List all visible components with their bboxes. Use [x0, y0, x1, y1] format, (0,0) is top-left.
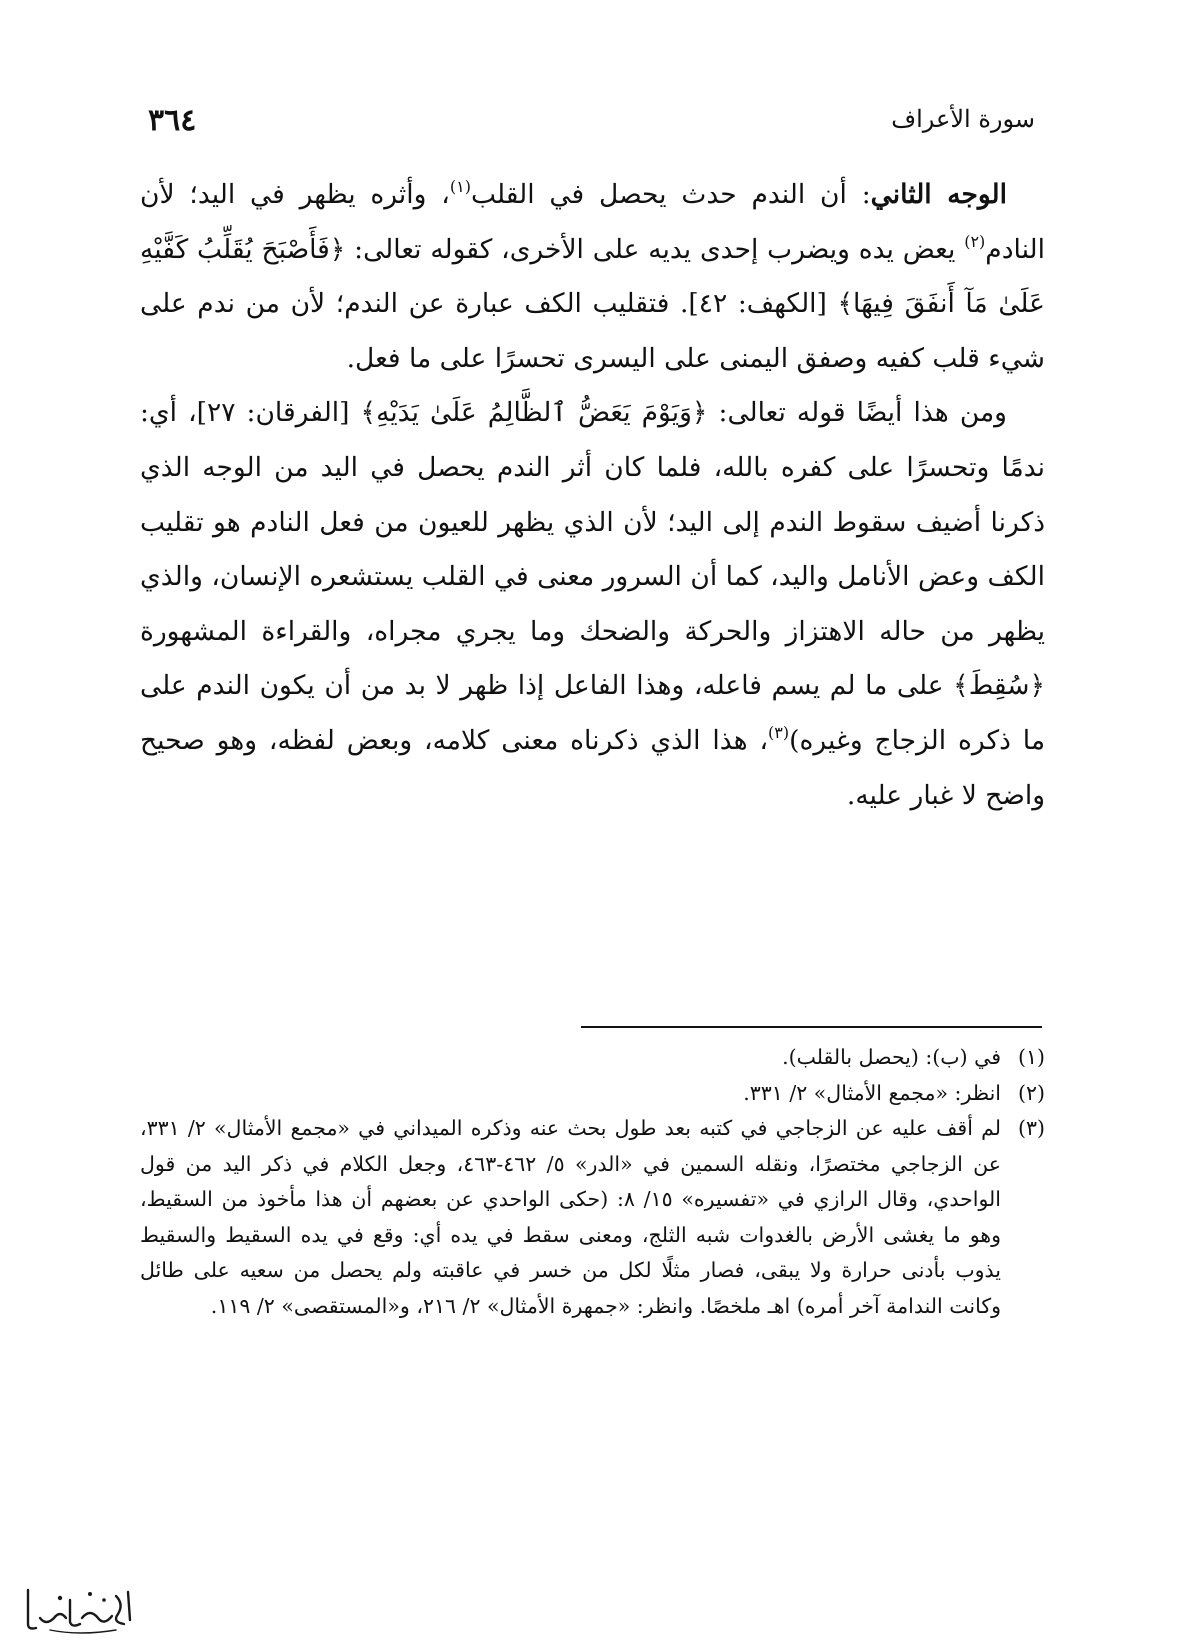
footnote-text: في (ب): (يحصل بالقلب).	[782, 1045, 1001, 1069]
footnote-1	[140, 1040, 1045, 1076]
footnote-2	[140, 1076, 1045, 1112]
footnote-divider	[581, 1026, 1042, 1028]
paragraph-text: ، هذا الذي ذكرناه معنى كلامه، وبعض لفظه، وهو صحيح واضح لا غبار عليه.	[140, 724, 1045, 811]
paragraph-lead: الوجه الثاني	[870, 179, 1007, 210]
footnote-ref-1[interactable]: (١)	[449, 177, 471, 196]
footnote-number: (١)	[1017, 1045, 1045, 1069]
paragraph-text: : أن الندم حدث يحصل في القلب	[470, 179, 871, 210]
paragraph-text: ، وأثره يظهر في اليد؛ لأن النادم	[140, 179, 1045, 265]
page-number: ٣٦٤	[148, 103, 197, 138]
footnote-ref-3[interactable]: (٣)	[768, 722, 790, 742]
footnote-3	[140, 1111, 1045, 1324]
running-title: سورة الأعراف	[891, 105, 1035, 133]
paragraph-text: ومن هذا أيضًا قوله تعالى: ﴿وَيَوْمَ يَعَضُّ ٱلظَّالِمُ عَلَىٰ يَدَيْهِ﴾ [الفرقان: ٢٧]، أي: ندمًا وتحسرًا على كفره بالله، فلما كان أثر الندم يحصل في اليد من الوجه الذي ذكرنا أضيف سقوط الندم إلى اليد؛ لأن الذي يظهر للعيون من فعل النادم هو تقليب الكف وعض الأنامل واليد، كما أن السرور معنى في القلب يستشعره الإنسان، والذي يظهر من حاله الاهتزاز والحركة والضحك وما يجري مجراه، والقراءة المشهورة ﴿سُقِطَ﴾ على ما لم يسم فاعله، وهذا الفاعل إذا ظهر لا بد من أن يكون الندم على ما ذكره الزجاج وغيره)	[140, 397, 1046, 756]
calligraphy-logo-icon	[20, 1578, 140, 1636]
page-header	[148, 103, 1035, 143]
footnote-number: (٢)	[1017, 1080, 1045, 1105]
footnote-number: (٣)	[1017, 1116, 1045, 1140]
paragraph-2	[140, 386, 1045, 823]
footnote-text: لم أقف عليه عن الزجاجي في كتبه بعد طول بحث عنه وذكره الميداني في «مجمع الأمثال» ٢/ ٣٣١، عن الزجاجي مختصرًا، ونقله السمين في «الدر» ٥/ ٤٦٢-٤٦٣، وجعل الكلام في ذكر اليد من قول الواحدي، وقال الرازي في «تفسيره» ١٥/ ٨: (حكى الواحدي عن بعضهم أن هذا مأخوذ من السقيط، وهو ما يغشى الأرض بالغدوات شبه الثلج، ومعنى سقط في يده أي: وقع في يده السقيط والسقيط يذوب بأدنى حرارة ولا يبقى، فصار مثلًا لكل من خسر في عاقبته ولم يحصل من سعيه على طائل وكانت الندامة آخر أمره) اهـ ملخصًا. وانظر: «جمهرة الأمثال» ٢/ ٢١٦، و«المستقصى» ٢/ ١١٩.	[140, 1116, 1001, 1318]
paragraph-text: يعض يده ويضرب إحدى يديه على الأخرى، كقوله تعالى: ﴿فَأَصْبَحَ يُقَلِّبُ كَفَّيْهِ عَلَىٰ مَآ أَنفَقَ فِيهَا﴾ [الكهف: ٤٢]. فتقليب الكف عبارة عن الندم؛ لأن من ندم على شيء قلب كفيه وصفق اليمنى على اليسرى تحسرًا على ما فعل.	[140, 233, 1045, 374]
footnote-text: انظر: «مجمع الأمثال» ٢/ ٣٣١.	[743, 1080, 1001, 1105]
main-text	[140, 168, 1045, 823]
paragraph-1	[140, 168, 1045, 386]
footnote-ref-2[interactable]: (٢)	[964, 231, 986, 251]
footnotes	[140, 1040, 1045, 1324]
